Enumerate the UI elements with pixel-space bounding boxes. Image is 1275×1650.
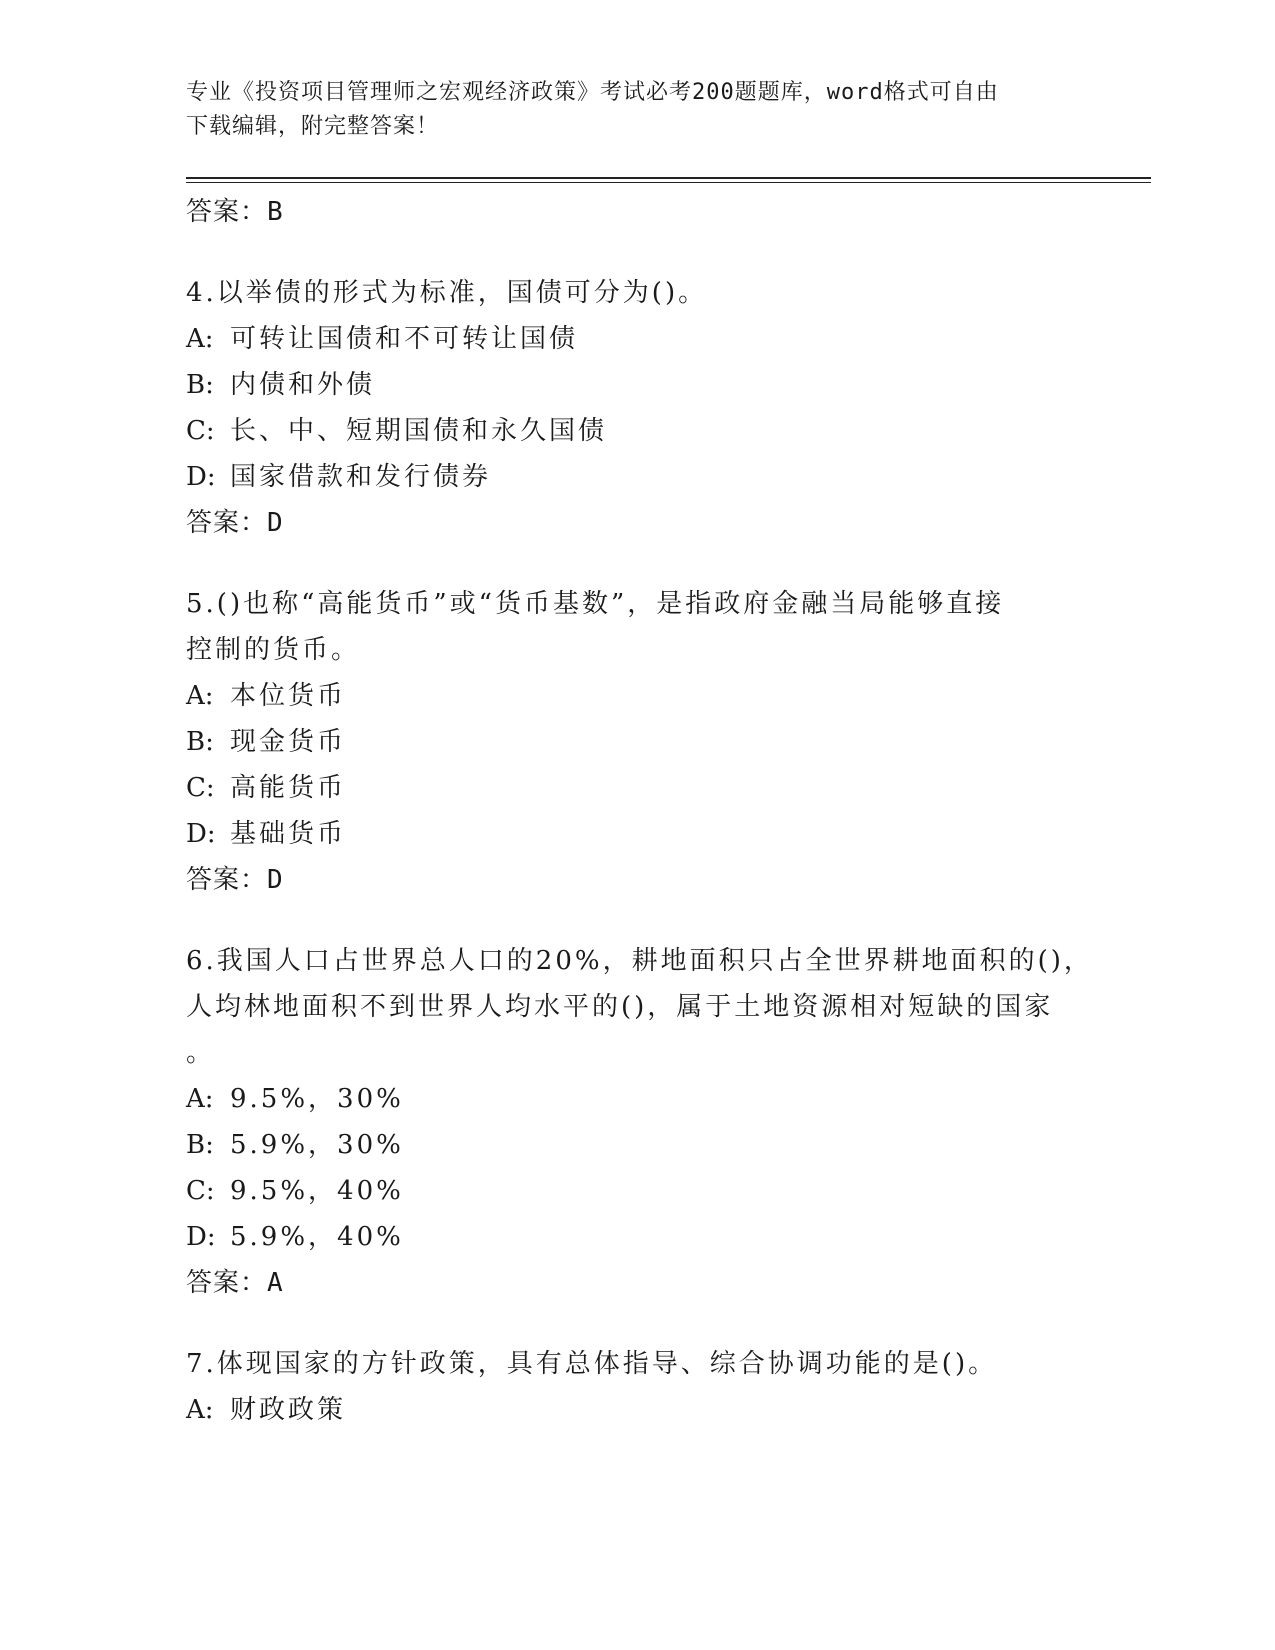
option-label: C: [186, 1176, 215, 1206]
option-label: A: [186, 681, 214, 711]
question-text: 控制的货币。 [186, 635, 361, 665]
question-list [186, 189, 1093, 1433]
option-text: 国家借款和发行债券 [230, 462, 492, 492]
option-d [186, 1214, 1066, 1260]
answer-line: 答案：A [186, 1268, 284, 1298]
option-text: 9.5%，40% [230, 1176, 404, 1206]
document-header [186, 76, 1066, 144]
option-text: 5.9%，30% [230, 1130, 404, 1160]
option-text: 高能货币 [230, 773, 347, 803]
question-block [186, 1341, 1066, 1433]
option-text: 基础货币 [230, 819, 347, 849]
option-text: 可转让国债和不可转让国债 [230, 324, 579, 354]
option-text: 长、中、短期国债和永久国债 [230, 416, 608, 446]
option-text: 财政政策 [230, 1395, 347, 1425]
option-label: C: [186, 773, 215, 803]
question-block [186, 581, 1066, 903]
option-label: B: [186, 1130, 214, 1160]
option-label: D: [186, 462, 216, 492]
header-line: 下载编辑，附完整答案！ [186, 114, 440, 139]
option-c [186, 765, 1066, 811]
option-a [186, 673, 1066, 719]
question-text: 5.()也称“高能货币”或“货币基数”，是指政府金融当局能够直接 [186, 589, 1005, 619]
spacer [186, 1306, 1066, 1341]
question-text: 人均林地面积不到世界人均水平的()，属于土地资源相对短缺的国家 [186, 992, 1054, 1022]
spacer [186, 546, 1066, 581]
question-block [186, 270, 1066, 546]
answer-line: 答案：B [186, 197, 284, 227]
header-divider [186, 177, 1151, 179]
header-line: 专业《投资项目管理师之宏观经济政策》考试必考200题题库，word格式可自由 [186, 80, 999, 105]
option-label: A: [186, 324, 214, 354]
option-label: B: [186, 370, 214, 400]
option-text: 9.5%，30% [230, 1084, 404, 1114]
option-text: 5.9%，40% [230, 1222, 404, 1252]
option-label: A: [186, 1395, 214, 1425]
answer-line: 答案：D [186, 865, 284, 895]
option-a [186, 1387, 1066, 1433]
spacer [186, 235, 1066, 270]
option-d [186, 454, 1066, 500]
question-block [186, 938, 1093, 1306]
option-d [186, 811, 1066, 857]
question-text: 6.我国人口占世界总人口的20%，耕地面积只占全世界耕地面积的()， [186, 946, 1093, 976]
option-label: C: [186, 416, 215, 446]
option-label: A: [186, 1084, 214, 1114]
option-b [186, 362, 1066, 408]
header-divider-thin [186, 182, 1151, 183]
option-label: D: [186, 1222, 216, 1252]
option-b [186, 1122, 1066, 1168]
option-c [186, 408, 1066, 454]
question-text: 4.以举债的形式为标准，国债可分为()。 [186, 278, 708, 308]
option-c [186, 1168, 1066, 1214]
option-a [186, 316, 1066, 362]
answer-line: 答案：D [186, 508, 284, 538]
option-a [186, 1076, 1066, 1122]
question-text: 。 [186, 1038, 216, 1068]
option-text: 现金货币 [230, 727, 347, 757]
option-b [186, 719, 1066, 765]
option-label: D: [186, 819, 216, 849]
option-text: 本位货币 [230, 681, 347, 711]
spacer [186, 903, 1066, 938]
option-text: 内债和外债 [230, 370, 376, 400]
option-label: B: [186, 727, 214, 757]
question-text: 7.体现国家的方针政策，具有总体指导、综合协调功能的是()。 [186, 1349, 998, 1379]
